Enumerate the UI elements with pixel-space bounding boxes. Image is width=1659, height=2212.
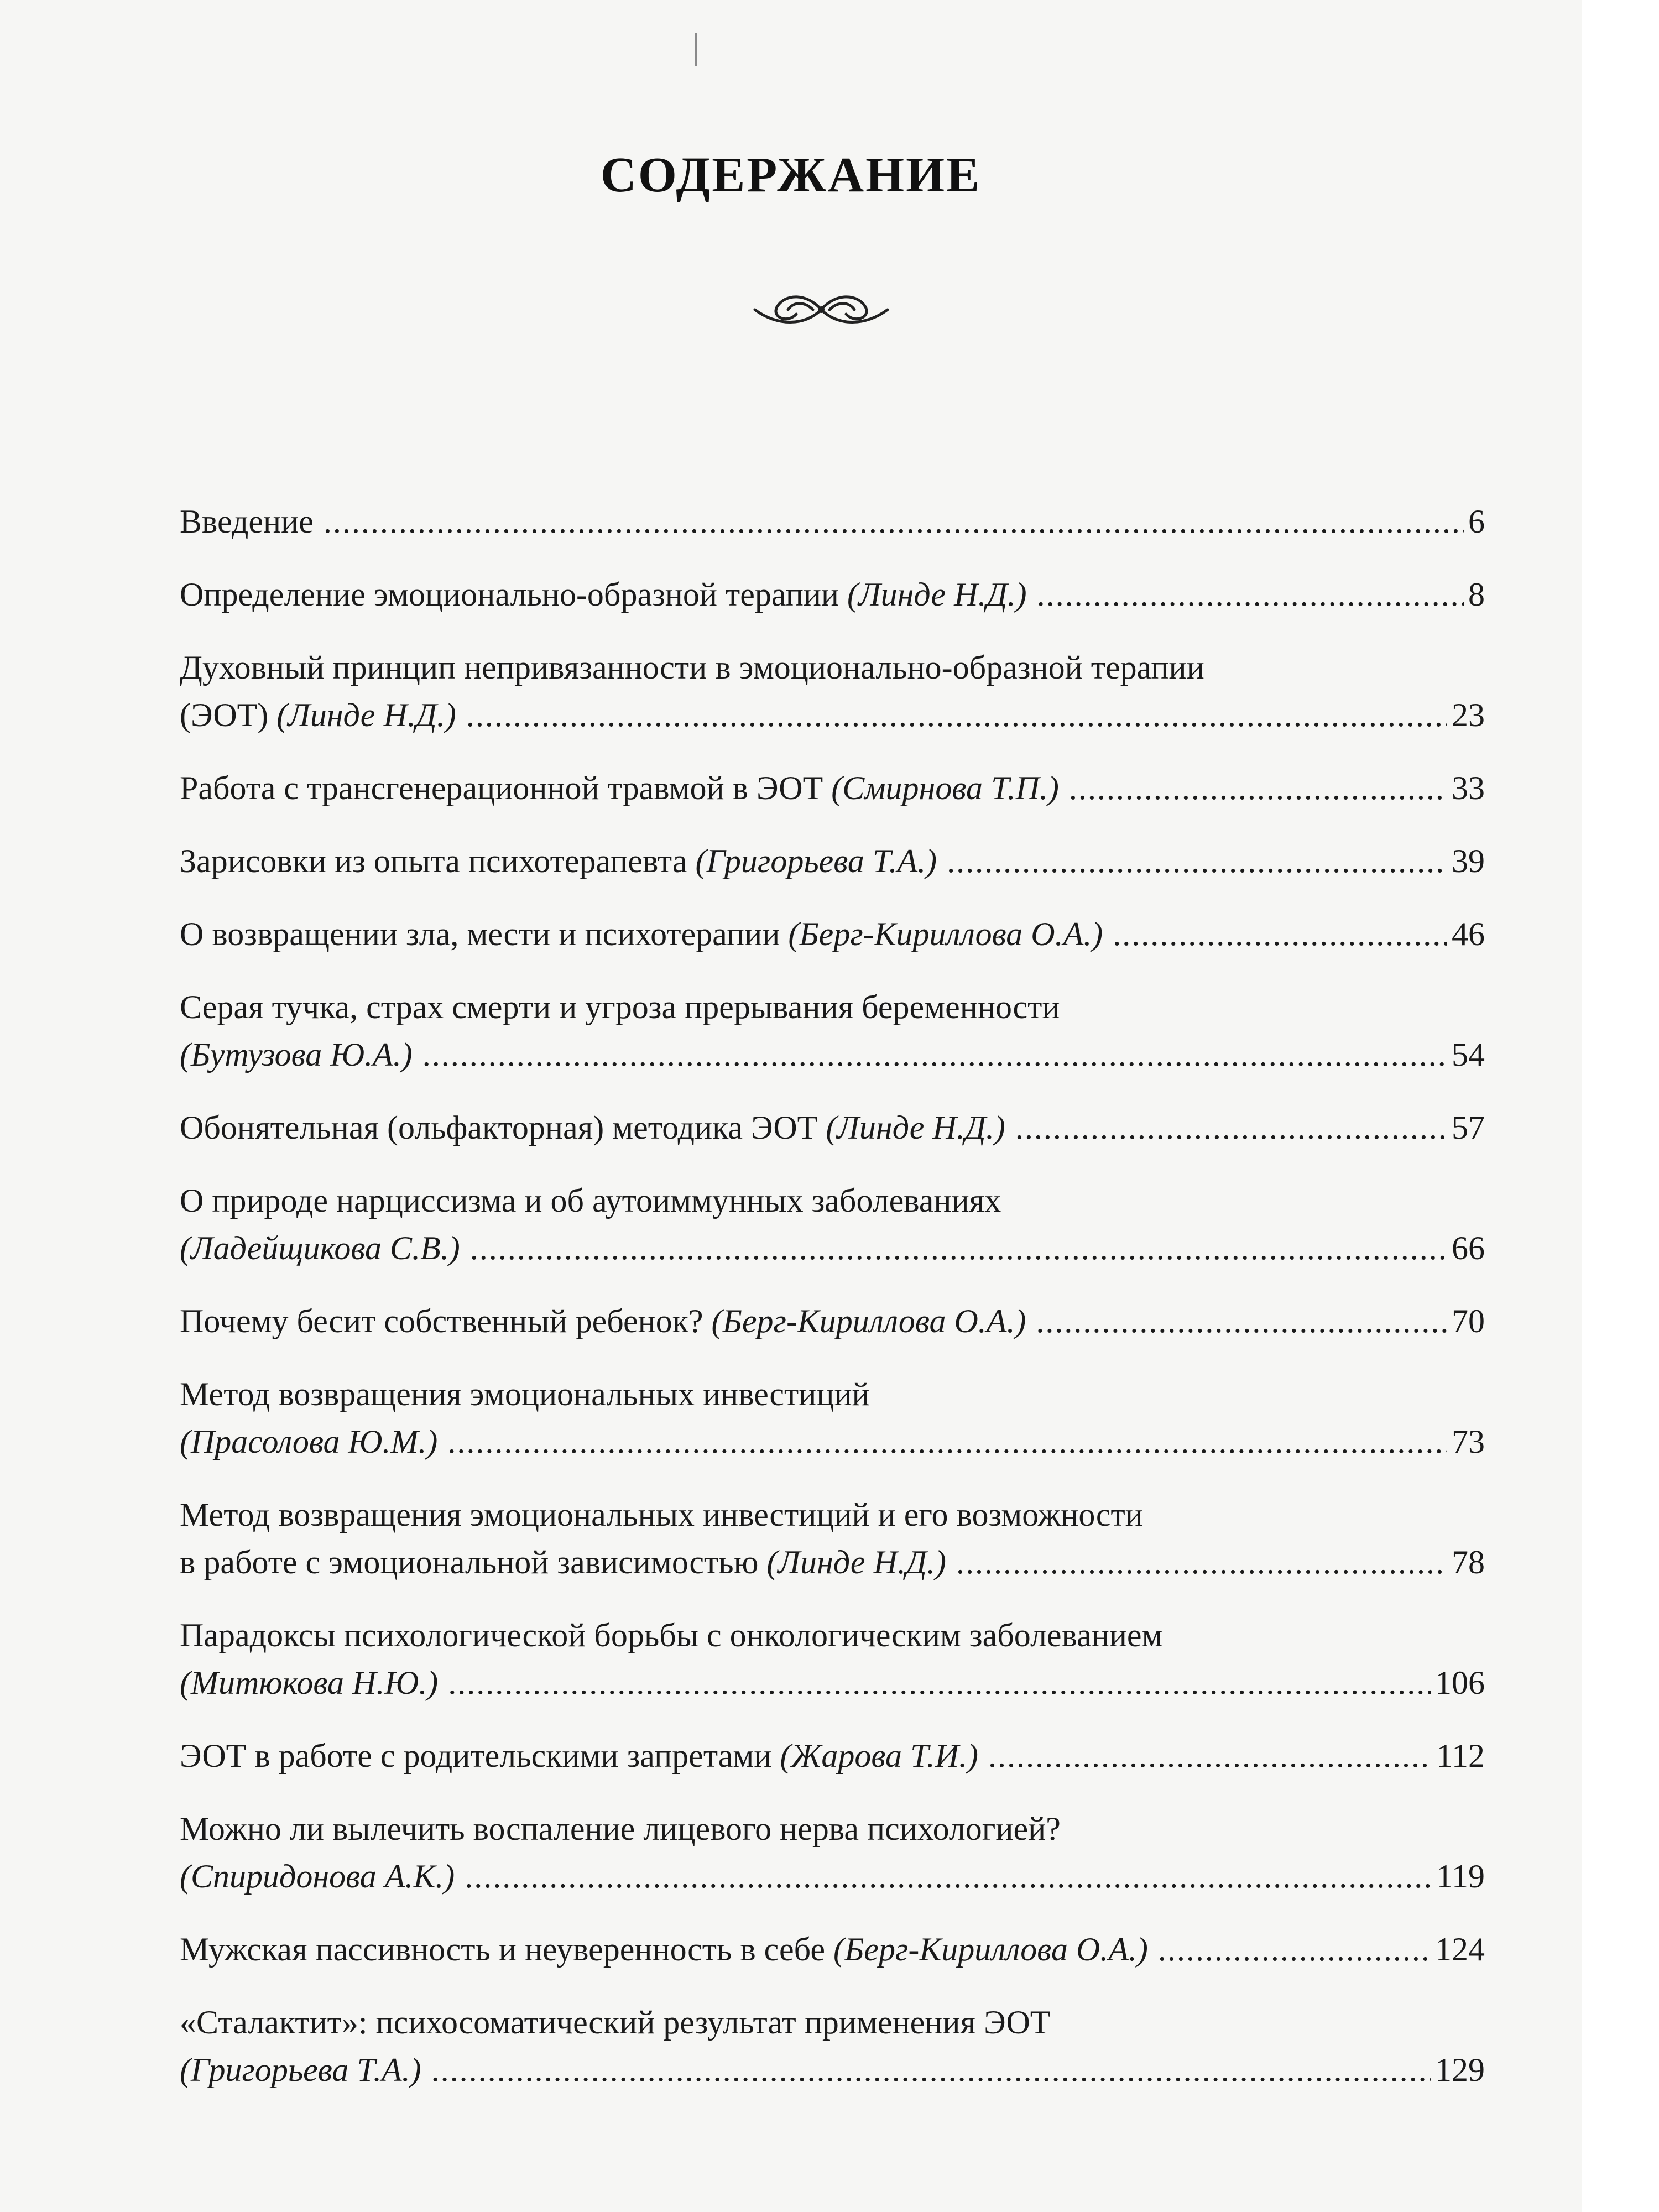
toc-entry-title: Духовный принцип непривязанности в эмоционально-образной терапии	[180, 649, 1204, 686]
toc-entry-title: Введение	[180, 503, 314, 540]
dot-leader	[422, 1031, 1447, 1078]
toc-page-number: 54	[1452, 1036, 1485, 1073]
page-crease-mark	[695, 33, 697, 66]
toc-entry-title: Работа с трансгенерационной травмой в ЭОТ	[180, 770, 823, 806]
dot-leader	[1036, 1297, 1447, 1345]
toc-page-number: 129	[1435, 2052, 1485, 2088]
toc-page-number: 124	[1435, 1931, 1485, 1968]
toc-entry[interactable]	[180, 910, 1485, 958]
toc-entry-title: ЭОТ в работе с родительскими запретами	[180, 1738, 772, 1774]
toc-entry-author: (Прасолова Ю.М.)	[180, 1423, 438, 1460]
toc-entry-author: (Спиридонова А.К.)	[180, 1858, 455, 1895]
toc-entry-title: Обонятельная (ольфакторная) методика ЭОТ	[180, 1109, 818, 1146]
toc-page-number: 57	[1452, 1109, 1485, 1146]
page-title: СОДЕРЖАНИЕ	[600, 148, 982, 202]
toc-page-number: 78	[1452, 1544, 1485, 1580]
dot-leader	[1158, 1926, 1431, 1973]
toc-entry[interactable]	[180, 1732, 1485, 1780]
toc-page-number: 8	[1468, 576, 1485, 613]
toc-entry-author: (Григорьева Т.А.)	[695, 843, 937, 879]
toc-entry-author: (Григорьева Т.А.)	[180, 2052, 421, 2088]
dot-leader	[448, 1659, 1431, 1707]
toc-entry[interactable]	[180, 1104, 1485, 1151]
toc-entry-title: Серая тучка, страх смерти и угроза прерывания беременности	[180, 989, 1060, 1025]
page-margin	[1582, 0, 1659, 2212]
toc-entry[interactable]	[180, 1491, 1485, 1586]
dot-leader	[947, 837, 1447, 885]
toc-entry[interactable]	[180, 644, 1485, 739]
toc-entry-title: Метод возвращения эмоциональных инвестиций и его возможности	[180, 1496, 1143, 1533]
toc-page-number: 73	[1452, 1423, 1485, 1460]
toc-entry[interactable]	[180, 1370, 1485, 1465]
dot-leader	[466, 691, 1447, 739]
toc-entry-author: (Митюкова Н.Ю.)	[180, 1665, 439, 1701]
toc-entry[interactable]	[180, 571, 1485, 618]
toc-entry[interactable]	[180, 1177, 1485, 1272]
toc-entry[interactable]	[180, 1999, 1485, 2094]
toc-entry-title: Определение эмоционально-образной терапии	[180, 576, 839, 613]
toc-entry[interactable]	[180, 837, 1485, 885]
toc-entry[interactable]	[180, 983, 1485, 1078]
toc-entry-title: О природе нарциссизма и об аутоиммунных заболеваниях	[180, 1182, 1001, 1219]
toc-page-number: 6	[1468, 503, 1485, 540]
toc-entry-author: (Жарова Т.И.)	[780, 1738, 978, 1774]
toc-entry-author: (Смирнова Т.П.)	[831, 770, 1059, 806]
toc-entry-title: Мужская пассивность и неуверенность в себе	[180, 1931, 826, 1968]
toc-entry-title: Парадоксы психологической борьбы с онкологическим заболеванием	[180, 1617, 1163, 1653]
toc-entry-title: Зарисовки из опыта психотерапевта	[180, 843, 687, 879]
toc-entry[interactable]	[180, 764, 1485, 812]
toc-entry-author: (Берг-Кириллова О.А.)	[788, 916, 1103, 952]
dot-leader	[1037, 571, 1464, 618]
toc-entry-author: (Ладейщикова С.В.)	[180, 1230, 460, 1266]
toc-entry-title: Метод возвращения эмоциональных инвестиций	[180, 1376, 870, 1412]
decorative-flourish-icon	[744, 288, 899, 332]
toc-entry-author: (Линде Н.Д.)	[826, 1109, 1005, 1146]
dot-leader	[1113, 910, 1447, 958]
toc-entry-title: «Сталактит»: психосоматический результат применения ЭОТ	[180, 2004, 1051, 2041]
toc-page-number: 39	[1452, 843, 1485, 879]
toc-entry-author: (Линде Н.Д.)	[766, 1544, 946, 1580]
toc-entry-title: О возвращении зла, мести и психотерапии	[180, 916, 780, 952]
dot-leader	[447, 1418, 1447, 1465]
toc-entry-title-continued: в работе с эмоциональной зависимостью	[180, 1544, 759, 1580]
toc-entry-author: (Линде Н.Д.)	[276, 697, 456, 733]
toc-page-number: 66	[1452, 1230, 1485, 1266]
dot-leader	[324, 498, 1464, 545]
toc-page-number: 33	[1452, 770, 1485, 806]
toc-page-number: 70	[1452, 1303, 1485, 1339]
toc-entry-title-continued: (ЭОТ)	[180, 697, 269, 733]
dot-leader	[1015, 1104, 1447, 1151]
toc-entry-author: (Берг-Кириллова О.А.)	[833, 1931, 1148, 1968]
toc-entry[interactable]	[180, 1297, 1485, 1345]
toc-page-number: 119	[1436, 1858, 1485, 1895]
toc-page-number: 23	[1452, 697, 1485, 733]
dot-leader	[470, 1224, 1447, 1272]
toc-page-number: 106	[1435, 1665, 1485, 1701]
toc-entry-author: (Линде Н.Д.)	[847, 576, 1027, 613]
dot-leader	[988, 1732, 1432, 1780]
toc-entry[interactable]	[180, 1805, 1485, 1900]
dot-leader	[956, 1538, 1447, 1586]
dot-leader	[1069, 764, 1447, 812]
table-of-contents	[180, 498, 1485, 2119]
toc-entry-title: Почему бесит собственный ребенок?	[180, 1303, 703, 1339]
toc-page-number: 112	[1436, 1738, 1485, 1774]
dot-leader	[465, 1853, 1432, 1900]
toc-entry-author: (Берг-Кириллова О.А.)	[711, 1303, 1026, 1339]
dot-leader	[431, 2046, 1431, 2094]
toc-entry[interactable]	[180, 1926, 1485, 1973]
toc-entry-title: Можно ли вылечить воспаление лицевого нерва психологией?	[180, 1811, 1061, 1847]
toc-entry[interactable]	[180, 498, 1485, 545]
toc-page-number: 46	[1452, 916, 1485, 952]
toc-entry-author: (Бутузова Ю.А.)	[180, 1036, 413, 1073]
toc-entry[interactable]	[180, 1611, 1485, 1707]
